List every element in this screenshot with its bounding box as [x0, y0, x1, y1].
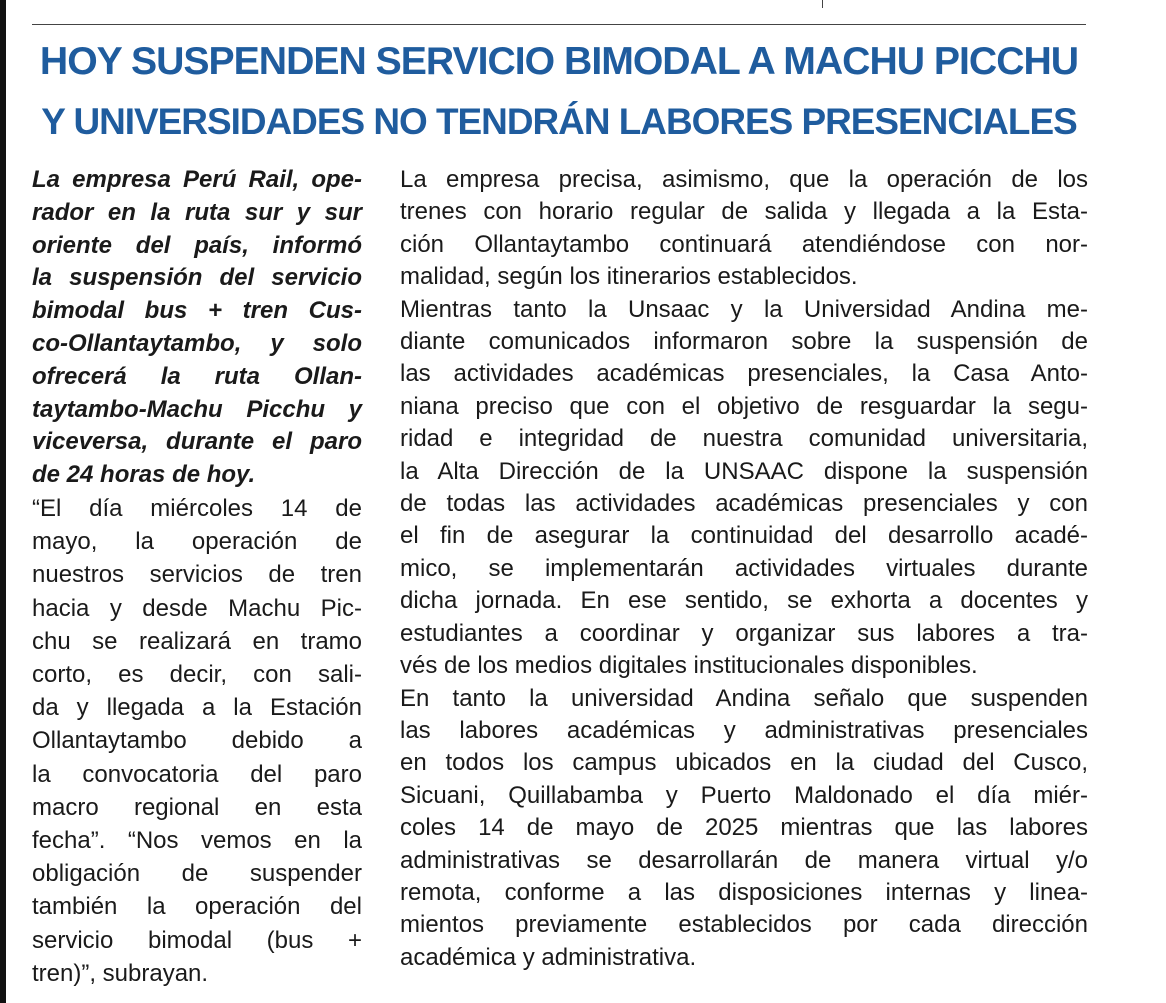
body-line: remota, conforme a las disposiciones internas y linea-	[400, 878, 1088, 906]
headline-line-1: HOY SUSPENDEN SERVICIO BIMODAL A MACHU PICCHU	[39, 40, 1079, 83]
page-left-border	[0, 0, 6, 1003]
body-line: estudiantes a coordinar y organizar sus labores a tra-	[400, 619, 1088, 647]
body-line: el fin de asegurar la continuidad del desarrollo acadé-	[400, 522, 1088, 550]
lead-line: rador en la ruta sur y sur	[32, 198, 362, 226]
headline-line-2: Y UNIVERSIDADES NO TENDRÁN LABORES PRESENCIALES	[41, 101, 1077, 142]
lead-line: co-Ollantaytambo, y solo	[32, 329, 362, 357]
top-divider-rule	[32, 24, 1086, 25]
body-line: Mientras tanto la Unsaac y la Universidad Andina me-	[400, 295, 1088, 323]
body-line: niana preciso que con el objetivo de resguardar la segu-	[400, 392, 1088, 420]
lead-line: taytambo-Machu Picchu y	[32, 395, 362, 423]
lead-line: la suspensión del servicio	[32, 264, 362, 292]
body-line: de todas las actividades académicas presenciales y con	[400, 490, 1088, 518]
body-line: servicio bimodal (bus +	[32, 926, 362, 954]
article-headline	[32, 32, 1086, 152]
body-line: En tanto la universidad Andina señalo que suspenden	[400, 684, 1088, 712]
left-body-paragraph	[32, 492, 362, 990]
body-line: Ollantaytambo debido a	[32, 727, 362, 755]
body-line: la convocatoria del paro	[32, 760, 362, 788]
body-line: académica y administrativa.	[400, 943, 697, 971]
body-line: ción Ollantaytambo continuará atendiéndose con nor-	[400, 230, 1088, 258]
body-line: las actividades académicas presenciales, la Casa Anto-	[400, 360, 1088, 388]
body-line: trenes con horario regular de salida y llegada a la Esta-	[400, 198, 1088, 226]
body-line: administrativas se desarrollarán de manera virtual y/o	[400, 846, 1088, 874]
right-paragraph-2	[400, 294, 1088, 683]
body-line: fecha”. “Nos vemos en la	[32, 827, 362, 854]
body-line: ridad e integridad de nuestra comunidad universitaria,	[400, 425, 1088, 453]
right-paragraph-3	[400, 683, 1088, 975]
body-line: diante comunicados informaron sobre la suspensión de	[400, 328, 1088, 356]
body-line: coles 14 de mayo de 2025 mientras que las labores	[400, 814, 1088, 842]
lead-line: viceversa, durante el paro	[32, 428, 362, 456]
body-line: tren)”, subrayan.	[32, 959, 209, 987]
lead-paragraph	[32, 164, 362, 492]
left-column	[32, 164, 362, 990]
body-line: da y llegada a la Estación	[32, 694, 362, 722]
body-line: mico, se implementarán actividades virtuales durante	[400, 554, 1088, 582]
body-line: La empresa precisa, asimismo, que la operación de los	[400, 166, 1088, 193]
body-line: “El día miércoles 14 de	[32, 494, 362, 522]
body-line: la Alta Dirección de la UNSAAC dispone la suspensión	[400, 457, 1088, 485]
body-line: en todos los campus ubicados en la ciudad del Cusco,	[400, 749, 1088, 777]
top-column-tick	[822, 0, 823, 8]
lead-line: oriente del país, informó	[32, 231, 362, 259]
lead-line: de 24 horas de hoy.	[32, 461, 256, 489]
body-line: chu se realizará en tramo	[32, 627, 362, 655]
right-column	[400, 164, 1088, 974]
body-line: hacia y desde Machu Pic-	[32, 594, 362, 622]
body-line: también la operación del	[32, 893, 362, 921]
body-line: corto, es decir, con sali-	[32, 660, 362, 688]
body-line: malidad, según los itinerarios establecidos.	[400, 263, 858, 291]
body-line: Sicuani, Quillabamba y Puerto Maldonado el día miér-	[400, 781, 1088, 809]
body-line: vés de los medios digitales institucionales disponibles.	[400, 652, 978, 680]
body-line: obligación de suspender	[32, 860, 362, 888]
body-line: macro regional en esta	[32, 793, 362, 821]
lead-line: bimodal bus + tren Cus-	[32, 297, 362, 325]
lead-line: ofrecerá la ruta Ollan-	[32, 362, 362, 390]
body-line: mientos previamente establecidos por cada dirección	[400, 911, 1088, 939]
body-line: nuestros servicios de tren	[32, 561, 362, 589]
body-line: dicha jornada. En ese sentido, se exhorta a docentes y	[400, 587, 1088, 615]
lead-line: La empresa Perú Rail, ope-	[32, 166, 362, 193]
right-paragraph-1	[400, 164, 1088, 294]
body-line: las labores académicas y administrativas presenciales	[400, 716, 1088, 744]
body-line: mayo, la operación de	[32, 528, 362, 556]
